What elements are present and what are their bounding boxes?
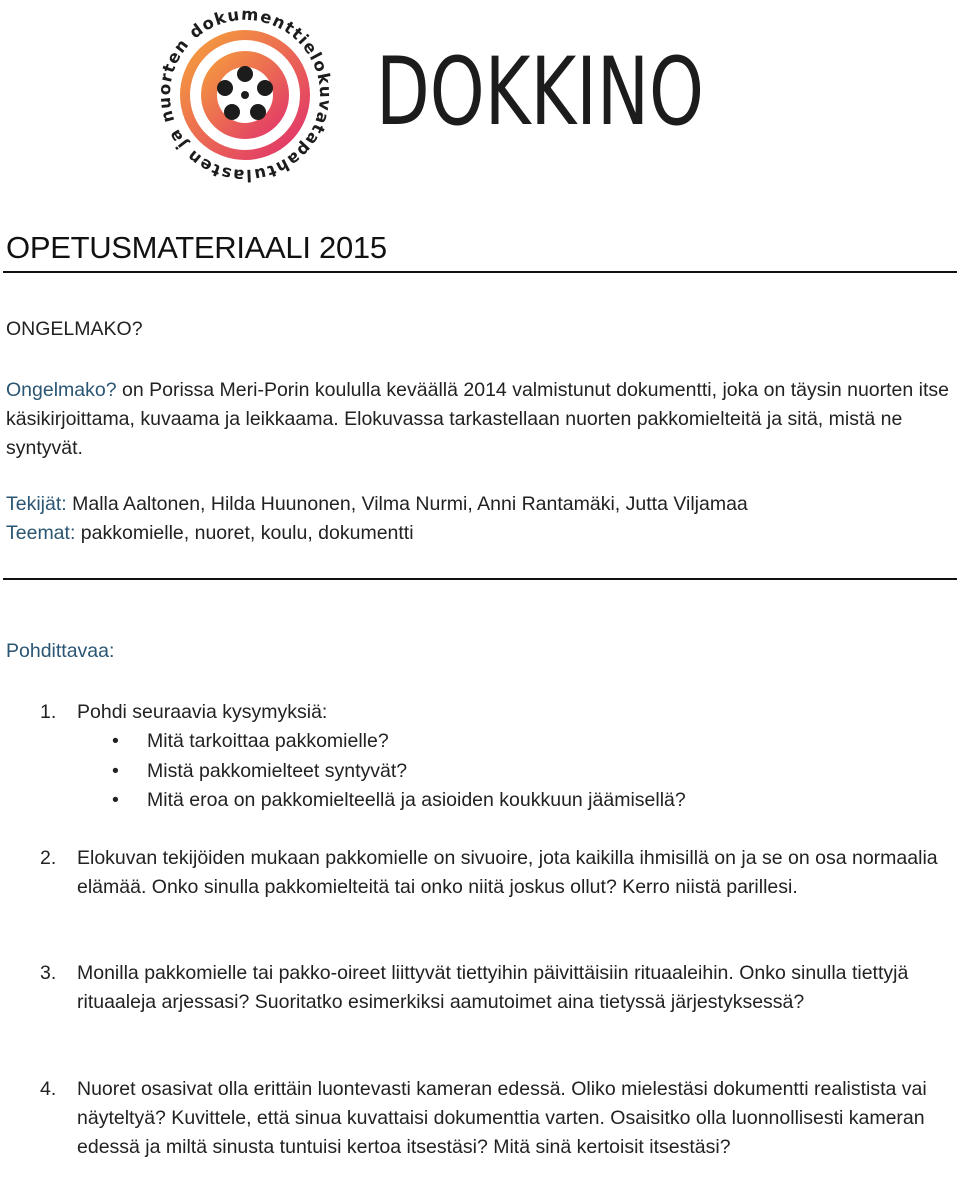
dokkino-seal-logo — [150, 0, 340, 190]
bullet-item — [77, 727, 686, 757]
bullet-text: Mitä tarkoittaa pakkomielle? — [147, 730, 389, 752]
question-number: 1. — [40, 701, 57, 723]
themes-value: pakkomielle, nuoret, koulu, dokumentti — [75, 522, 414, 544]
themes-row — [6, 519, 951, 548]
dokkino-wordmark — [376, 38, 706, 147]
question-number: 3. — [40, 962, 57, 984]
wordmark-text: DOKKINO — [376, 38, 704, 147]
question-text: Elokuvan tekijöiden mukaan pakkomielle on sivuoire, jota kaikilla ihmisillä on ja se on osa normaalia elämää. Onko sinulla pakkomielteitä tai onko niitä joskus ollut? Kerro niistä parillesi. — [77, 847, 938, 898]
bullet-text: Mistä pakkomielteet syntyvät? — [147, 759, 408, 782]
question-number: 4. — [40, 1078, 57, 1100]
makers-row — [6, 490, 951, 519]
bullet-text: Mitä eroa on pakkomielteellä ja asioiden koukkuun jäämisellä? — [147, 789, 686, 811]
document-title: OPETUSMATERIAALI 2015 — [6, 230, 387, 265]
makers-label: Tekijät: — [6, 493, 67, 515]
question-text: Monilla pakkomielle tai pakko-oireet liittyvät tiettyihin päivittäisiin rituaaleihin. Onko sinulla tiettyjä rituaaleja arjessasi? Suoritatko esimerkiksi aamutoimet aina tietyssä järjestyksessä? — [77, 962, 909, 1013]
question-text: Pohdi seuraavia kysymyksiä: — [77, 701, 328, 723]
question-number: 2. — [40, 847, 57, 869]
description-text: on Porissa Meri-Porin koululla keväällä 2014 valmistunut dokumentti, joka on täysin nuorten itse käsikirjoittama, kuvaama ja leikkaama. Elokuvassa tarkastellaan nuorten pakkomielteitä ja sitä, mistä ne syntyvät. — [6, 379, 950, 459]
makers-value: Malla Aaltonen, Hilda Huunonen, Vilma Nurmi, Anni Rantamäki, Jutta Viljamaa — [66, 493, 748, 515]
themes-label: Teemat: — [6, 522, 76, 544]
section-heading: Pohdittavaa: — [6, 640, 115, 662]
bullet-item — [77, 786, 686, 816]
film-credits — [6, 490, 951, 548]
description-lead: Ongelmako? — [6, 379, 117, 401]
title-divider — [3, 271, 957, 273]
question-bullet-list — [77, 727, 686, 816]
seal-ring-text: lasten ja nuorten dokumenttielokuvatapahtuma — [154, 4, 336, 186]
bullet-item — [77, 757, 686, 787]
film-heading: ONGELMAKO? — [6, 318, 143, 340]
bullet-dot: • — [112, 759, 119, 782]
bullet-dot: • — [112, 730, 119, 752]
film-description — [6, 376, 951, 463]
bullet-dot: • — [112, 789, 119, 811]
section-divider — [3, 578, 957, 580]
question-text: Nuoret osasivat olla erittäin luontevasti kameran edessä. Oliko mielestäsi dokumentti realistista vai näyteltyä? Kuvittele, että sinua kuvattaisi dokumenttia varten. Osaisitko olla luonnollisesti kameran edessä ja miltä sinusta tuntuisi kertoa itsestäsi? Mitä sinä kertoisit itsestäsi? — [77, 1078, 927, 1158]
